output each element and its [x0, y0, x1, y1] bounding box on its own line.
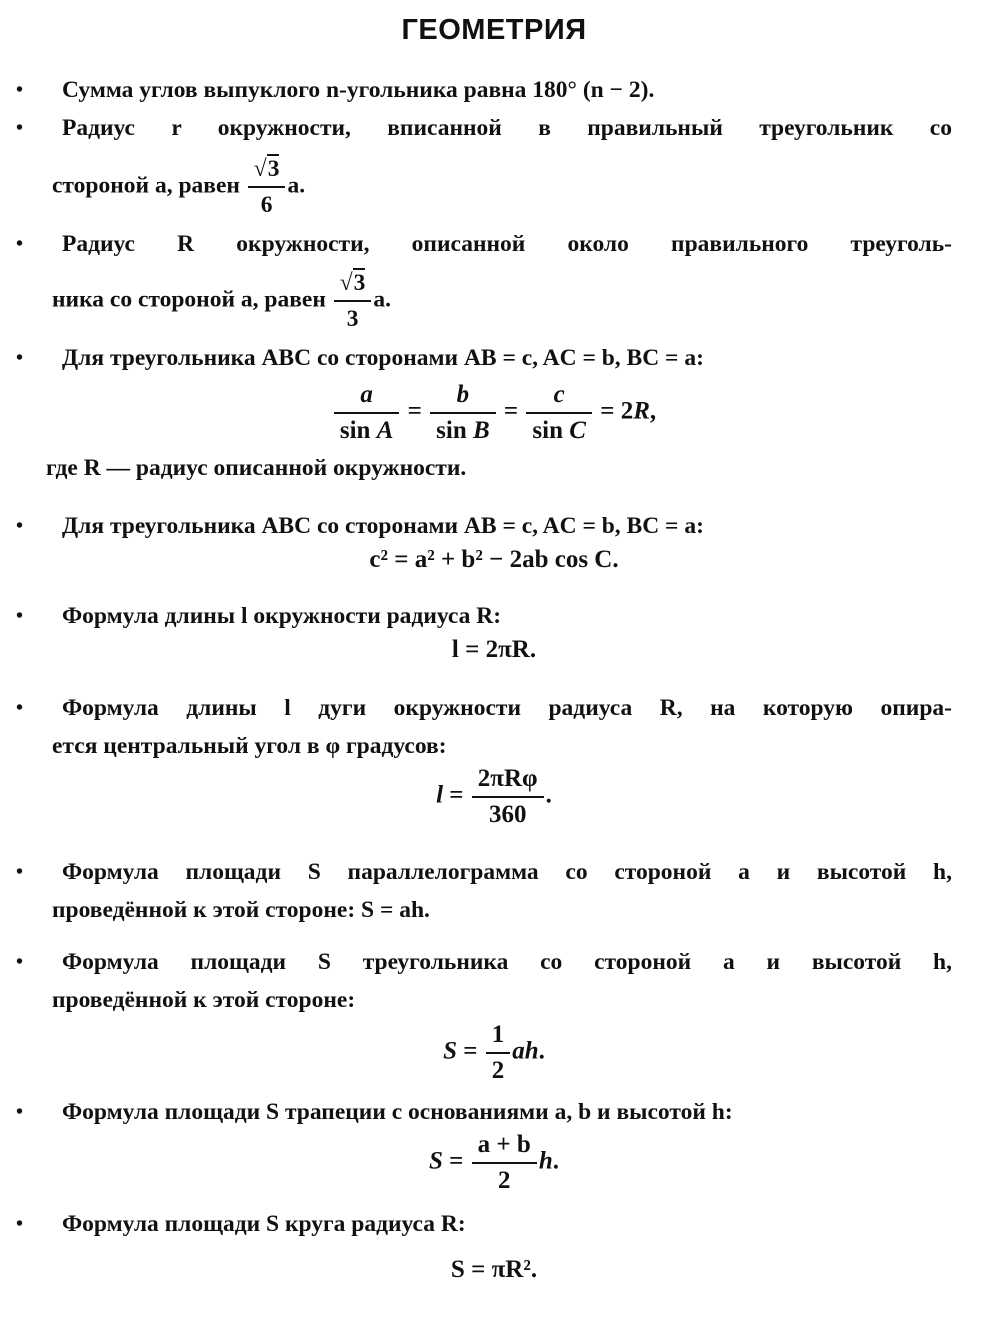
bullet: • — [16, 1213, 24, 1235]
cosine-law-equation: c² = a² + b² − 2ab cos C. — [369, 546, 619, 573]
list-item — [16, 508, 952, 544]
bullet: • — [16, 233, 24, 255]
list-item — [16, 340, 952, 376]
item-note: где R — радиус описанной окружности. — [46, 455, 467, 481]
item-text: Формула площади S трапеции с основаниями a, b и высотой h: — [62, 1099, 733, 1125]
numerator: 2πRφ — [472, 762, 544, 798]
list-item — [16, 854, 952, 890]
denominator: 360 — [488, 801, 527, 828]
numerator: a + b — [472, 1128, 537, 1164]
item-text: Для треугольника ABC со сторонами AB = c, AC = b, BC = a: — [62, 513, 704, 539]
triangle-area-equation: S = $\frac{1}{2}$ ah. — [0, 1018, 988, 1088]
page-title: ГЕОМЕТРИЯ — [401, 14, 587, 46]
denominator: 2 — [498, 1167, 511, 1194]
item-text: Формула площади S треугольника со стороной a и высотой h, — [62, 949, 952, 975]
item-text: Формула площади S круга радиуса R: — [62, 1211, 466, 1237]
list-item — [16, 226, 952, 262]
item-continuation: проведённой к этой стороне: S = ah. — [52, 897, 430, 923]
circle-area-equation: S = πR². — [450, 1256, 538, 1283]
item-text: Формула длины l дуги окружности радиуса R, на которую опира- — [62, 695, 952, 721]
list-item — [16, 598, 952, 634]
bullet: • — [16, 515, 24, 537]
item-text: Сумма углов выпуклого n-угольника равна 180° (n − 2). — [62, 77, 655, 103]
item-text: Для треугольника ABC со сторонами AB = c, AC = b, BC = a: — [62, 345, 704, 371]
item-continuation — [52, 152, 952, 222]
circumference-equation: l = 2πR. — [451, 636, 537, 663]
list-item — [16, 944, 952, 980]
item-text: Радиус R окружности, описанной около правильного треуголь- — [62, 231, 952, 257]
item-text: Формула длины l окружности радиуса R: — [62, 603, 502, 629]
radicand: 3 — [267, 156, 280, 182]
list-item — [16, 110, 952, 146]
bullet: • — [16, 605, 24, 627]
item-continuation: ется центральный угол в φ градусов: — [52, 733, 447, 759]
list-item — [16, 1094, 952, 1130]
item-text: ника со стороной a, равен — [52, 286, 326, 313]
list-item — [16, 690, 952, 726]
denominator: 6 — [260, 192, 273, 218]
list-item — [16, 1206, 952, 1242]
bullet: • — [16, 1101, 24, 1123]
denominator: 2 — [491, 1057, 505, 1084]
denominator: 3 — [346, 306, 359, 332]
item-text: Радиус r окружности, вписанной в правильный треугольник со — [62, 115, 952, 141]
bullet: • — [16, 951, 24, 973]
numerator: 1 — [486, 1018, 511, 1054]
bullet: • — [16, 347, 24, 369]
item-tail: a. — [287, 172, 306, 199]
bullet: • — [16, 79, 24, 101]
item-text: Формула площади S параллелограмма со стороной a и высотой h, — [62, 859, 952, 885]
item-continuation — [52, 266, 952, 336]
arc-length-equation: l = $\frac{\text{2πRφ}}{360}$ . — [0, 762, 988, 832]
bullet: • — [16, 697, 24, 719]
item-tail: a. — [373, 286, 392, 313]
item-continuation: проведённой к этой стороне: — [52, 987, 356, 1013]
item-text: стороной a, равен — [52, 172, 240, 199]
fraction: $\frac{√3}{6}$ — [248, 152, 286, 222]
radicand: 3 — [353, 270, 366, 296]
list-item — [16, 72, 952, 108]
sine-law-equation: $\frac{a}{\text{sin A}}$ = $\frac{b}{\text{sin B}}$ = $\frac{c}{\text{sin C}}$ = 2R, — [0, 378, 988, 448]
trapezoid-area-equation: S = $\frac{a + b}{2}$ h. — [0, 1128, 988, 1198]
bullet: • — [16, 117, 24, 139]
fraction: $\frac{√3}{3}$ — [334, 266, 372, 336]
bullet: • — [16, 861, 24, 883]
